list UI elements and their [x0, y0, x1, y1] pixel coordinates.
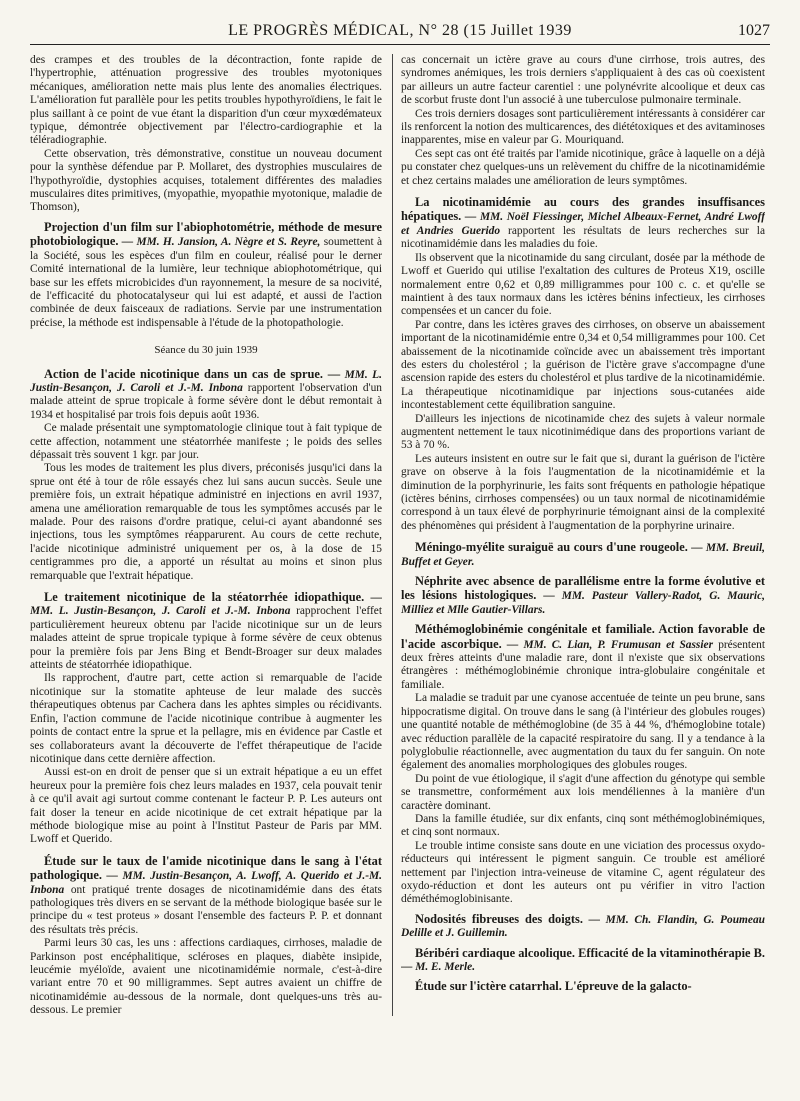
section-insuffisances-hepatiques — [401, 196, 765, 252]
section-text: rapportent les résultats de leurs recherches sur la nicotinamidémie dans les maladies du foie. — [401, 224, 765, 251]
section-authors: — MM. Pasteur Vallery-Radot, G. Mauric, Milliez et Mlle Gautier-Villars. — [401, 590, 765, 616]
paragraph: Cette observation, très démonstrative, constitue un nouveau document pour la synthèse défendue par P. Mollaret, des dystrophies musculaires de l'hypothyroïdie, dystophies acquises, totalement différentes des maladies musculaires dites primitives, (myopathie, myopathie myotonique, maladie de Thomson), — [30, 147, 382, 214]
section-text: rapprochent l'effet particulièrement heureux obtenu par l'acide nicotinique sur un de leurs malades atteint de sprue tropicale typique à forme sévère de ceux obtenus pour la première fois par Jens Bing et Bendt-Broager sur deux malades atteints de stéatorrhée idiopathique. — [30, 605, 382, 672]
section-authors: — MM. C. Lian, P. Frumusan et Sassier — [506, 638, 714, 651]
paragraph: des crampes et des troubles de la décontraction, fonte rapide de l'hypertrophie, atténuation progressive des troubles myotoniques mécaniques, amélioration nette mais plus lente des anomalies électriques. L'amélioration fut parallèle pour les petits troubles hypothyroïdiens, le fait le plus saillant à ce point de vue étant la disparition d'un cœur myxœdémateux typique, démontrée objectivement par l'électro-cardiographie et la téléradiographie. — [30, 54, 382, 147]
page-number: 1027 — [738, 22, 770, 39]
section-meningo-myelite — [401, 541, 765, 569]
column-divider — [392, 54, 393, 1016]
section-heading: Étude sur le taux de l'amide nicotinique dans le sang à l'état pathologique. — [30, 853, 382, 883]
section-jansion — [30, 221, 382, 330]
paragraph: cas concernait un ictère grave au cours d'une cirrhose, trois autres, des syndromes anémiques, les trois derniers s'appliquaient à des cas où coexistent par ailleurs un autre facteur carentiel : une polynévrite alcoolique et deux cas de scorbut fruste dont l'un associé à une tuberculose pulmonaire terminale. — [401, 54, 765, 107]
paragraph: Tous les modes de traitement les plus divers, préconisés jusqu'ici dans la sprue ont été à tour de rôle essayés chez lui sans aucun succès. Seule une première fois, un extrait hépatique administré en injections en avril 1937, amena une amélioration remarquable de tous les symptômes accusés par le malade. Pour des raisons d'ordre pratique, celui-ci ayant abandonné ses injections, tous les symptômes réapparurent. Au cours de cette rechute, l'acide nicotinique administré uniquement per os, à la dose de 15 centigrammes pro die, a apporté un résultat au moins et sinon plus remarquable que l'extrait hépatique. — [30, 462, 382, 582]
paragraph: Par contre, dans les ictères graves des cirrhoses, on observe un abaissement important de la nicotinamidémie entre 0,34 et 0,54 milligrammes pour 100. Cet abaissement de la nicotinamide coïncide avec un abaissement très important des esters du cholestérol ; la guérison de l'ictère grave s'accompagne d'une ascension rapide des esters du cholestérol et plus tardive de la nicotinamidémie. La thérapeutique nicotinamidique par injections sous-cutanées aide incontestablement cette équilibration sanguine. — [401, 318, 765, 412]
left-column — [30, 54, 382, 1084]
paragraph: La maladie se traduit par une cyanose accentuée de teinte un peu brune, sans hippocratisme digital. On trouve dans le sang (à l'intérieur des globules rouges) une quantité notable de méthémoglobine (de 35 à 44 %, d'hémoglobine totale) avec réduction parallèle de la capacité respiratoire du sang. Il y a tendance à la polyglobulie réactionnelle, avec augmentation du taux du fer sanguin. On note également des anomalies morphologiques des globules rouges. — [401, 692, 765, 772]
section-ictere-catarrhal — [401, 980, 765, 994]
section-authors: — MM. Noël Fiessinger, Michel Albeaux-Fernet, André Lwoff et Andries Guerido — [401, 211, 765, 237]
section-authors: — MM. Ch. Flandin, G. Poumeau Delille et J. Guillemin. — [401, 913, 765, 940]
running-head — [30, 20, 770, 45]
paragraph: D'ailleurs les injections de nicotinamide chez des sujets à valeur normale augmentent nettement le taux nicotinimédique dans des proportions variant de 53 à 70 %. — [401, 412, 765, 452]
section-authors: — M. E. Merle. — [401, 961, 476, 973]
paragraph: Aussi est-on en droit de penser que si un extrait hépatique a eu un effet heureux pour la première fois chez leurs malades en 1937, cela pouvait tenir à ce qu'il avait agi surtout comme contenant le facteur P. P. Les auteurs ont fait doser la teneur en acide nicotinique de cet extrait hépatique par la méthode biologique mise au point à l'Institut Pasteur de Paris par MM. Lwoff et Querido. — [30, 766, 382, 846]
section-authors: — MM. Breuil, Buffet et Geyer. — [401, 542, 765, 568]
paragraph: Dans la famille étudiée, sur dix enfants, cinq sont méthémoglobinémiques, et cinq sont normaux. — [401, 812, 765, 839]
section-heading: Méningo-myélite suraiguë au cours d'une rougeole. — [415, 540, 688, 555]
paragraph: Ces sept cas ont été traités par l'amide nicotinique, grâce à laquelle on a déjà pu constater chez quelques-uns un relèvement du chiffre de la nicotinamidémie et chez certains malades une amélioration de leurs symptômes. — [401, 147, 765, 187]
section-heading: Béribéri cardiaque alcoolique. Efficacité de la vitaminothérapie B. — [415, 945, 765, 960]
section-text: rapportent l'observation d'un malade atteint de sprue tropicale à forme sévère dont le début remontait à 1934 et hospitalisé par trois fois depuis août 1936. — [30, 381, 382, 421]
paragraph: Le trouble intime consiste sans doute en une viciation des processus oxydo-réducteurs qui intéressent le pigment sanguin. Ce trouble est amélioré nettement par l'injection intra-veineuse de vitamine C, agent régulateur des oxydo-réduction et dont les auteurs ont pu vérifier in vitro l'action déméthémoglobinisante. — [401, 839, 765, 906]
section-heading: Le traitement nicotinique de la stéatorrhée idiopathique. — [44, 590, 365, 605]
section-heading: La nicotinamidémie au cours des grandes insuffisances hépatiques. — [401, 195, 765, 224]
paragraph: Ces trois derniers dosages sont particulièrement intéressants à considérer car ils renforcent la notion des multicarences, des diététoxiques et des avitaminoses inapparentes, mise en valeur par G. Mouriquand. — [401, 107, 765, 147]
section-sprue — [30, 368, 382, 423]
paragraph: Parmi leurs 30 cas, les uns : affections cardiaques, cirrhoses, maladie de Parkinson post encéphalitique, scléroses en plaques, diabète insipide, leucémie myéloïde, avaient une nicotinamidémie normale, c'est-à-dire variant entre 70 et 90 milligrammes. Sept autres avaient un chiffre de nicotinamidémie au-dessous de la normale, dont quelques-uns très au-dessous. Le premier — [30, 937, 382, 1017]
section-heading: Méthémoglobinémie congénitale et familiale. Action favorable de l'acide ascorbique. — [401, 622, 765, 651]
section-steatorrhee — [30, 591, 382, 672]
session-date: Séance du 30 juin 1939 — [154, 344, 258, 357]
section-authors: MM. L. Justin-Besançon, J. Caroli et J.-M. Inbona — [30, 368, 382, 394]
paragraph: Du point de vue étiologique, il s'agit d'une affection du génotype qui semble se transmettre, conformément aux lois mendéliennes à la manière d'un caractère dominant. — [401, 772, 765, 812]
section-heading: Étude sur l'ictère catarrhal. L'épreuve de la galacto- — [415, 979, 692, 994]
section-heading: Action de l'acide nicotinique dans un cas de sprue. — — [44, 366, 341, 381]
section-beriberi — [401, 947, 765, 975]
section-methemoglobinemie — [401, 623, 765, 692]
paragraph: Ce malade présentait une symptomatologie clinique tout à fait typique de cette affection, notamment une stéatorrhée manifeste ; le poids des selles dépassait très souvent 1 kgr. par jour. — [30, 422, 382, 461]
section-nodosites — [401, 913, 765, 941]
section-authors: — MM. H. Jansion, A. Nègre et S. Reyre, — [121, 236, 321, 249]
section-authors: — MM. Justin-Besançon, A. Lwoff, A. Querido et J.-M. Inbona — [30, 870, 382, 896]
section-amide-nicotinique — [30, 855, 382, 937]
section-text: ont pratiqué trente dosages de nicotinamidémie dans des états pathologiques très divers en se servant de la méthode biologique basée sur le principe du « test proteus » dosant l'ensemble des facteurs P. P. et donnant des résultats très précis. — [30, 883, 382, 936]
section-heading: Nodosités fibreuses des doigts. — [415, 911, 583, 926]
paragraph: Ils observent que la nicotinamide du sang circulant, dosée par la méthode de Lwoff et Guerido qui utilise l'exaltation des cultures de Proteus X19, oscille normalement entre 0,62 et 0,89 milligrammes pour 100 c. c. et qu'elle se maintient à des taux normaux dans les ictères bénins infectieux, les cirrhoses compensées et un cancer du foie. — [401, 251, 765, 318]
section-heading: Néphrite avec absence de parallélisme entre la forme évolutive et les lésions histologiques. — [401, 574, 765, 603]
journal-title: LE PROGRÈS MÉDICAL, N° 28 (15 Juillet 1939 — [228, 22, 572, 39]
section-nephrite — [401, 575, 765, 617]
paragraph: Ils rapprochent, d'autre part, cette action si remarquable de l'acide nicotinique sur la stomatite aphteuse de leur malade des succès thérapeutiques obtenus par Cachera dans les aphtes simples ou récidivants. Enfin, l'action commune de l'acide nicotinique contribue à augmenter les points de contact entre la sprue et la pellagre, mis en évidence par Castle et ses collaborateurs avant la découverte de l'effet thérapeutique de l'acide nicotinique dans cette dernière affection. — [30, 672, 382, 765]
right-column — [401, 54, 765, 1084]
section-text: soumettent à la Société, sous les espèces d'un film en couleur, réalisé pour le derner Comité international de la lumière, leur technique abiophotométrique, qui base sur les effets microbicides d'un rayonnement, la mesure de sa nocivité, de l'efficacité du photocatalyseur qui lui est adapté, et aussi de l'action combinée de deux faisceaux de radiations. Servie par une instrumentation précise, la méthode est indispensable à l'étude de la photopathologie. — [30, 236, 382, 329]
section-heading: Projection d'un film sur l'abiophotométrie, méthode de mesure photobiologique. — [30, 219, 382, 249]
section-authors: — MM. L. Justin-Besançon, J. Caroli et J.-M. Inbona — [30, 592, 382, 618]
section-text: présentent deux frères atteints d'une maladie rare, dont il n'existe que six observations étrangères : méthémoglobinémie chronique intra-globulaire congénitale et familiale. — [401, 638, 765, 691]
paragraph: Les auteurs insistent en outre sur le fait que si, durant la guérison de l'ictère grave on observe à la fois l'augmentation de la nicotinamidémie et la diminution de la porphyrinurie, les faits sont fréquents en pathologie hépatique (ictères bénins, cirrhoses compensées) ou un taux normal de nicotinamidémie correspond à un taux élevé de porphyrinurie témoignant ainsi de la complexité des phénomènes qui président à l'augmentation de la porphyrine urinaire. — [401, 452, 765, 532]
